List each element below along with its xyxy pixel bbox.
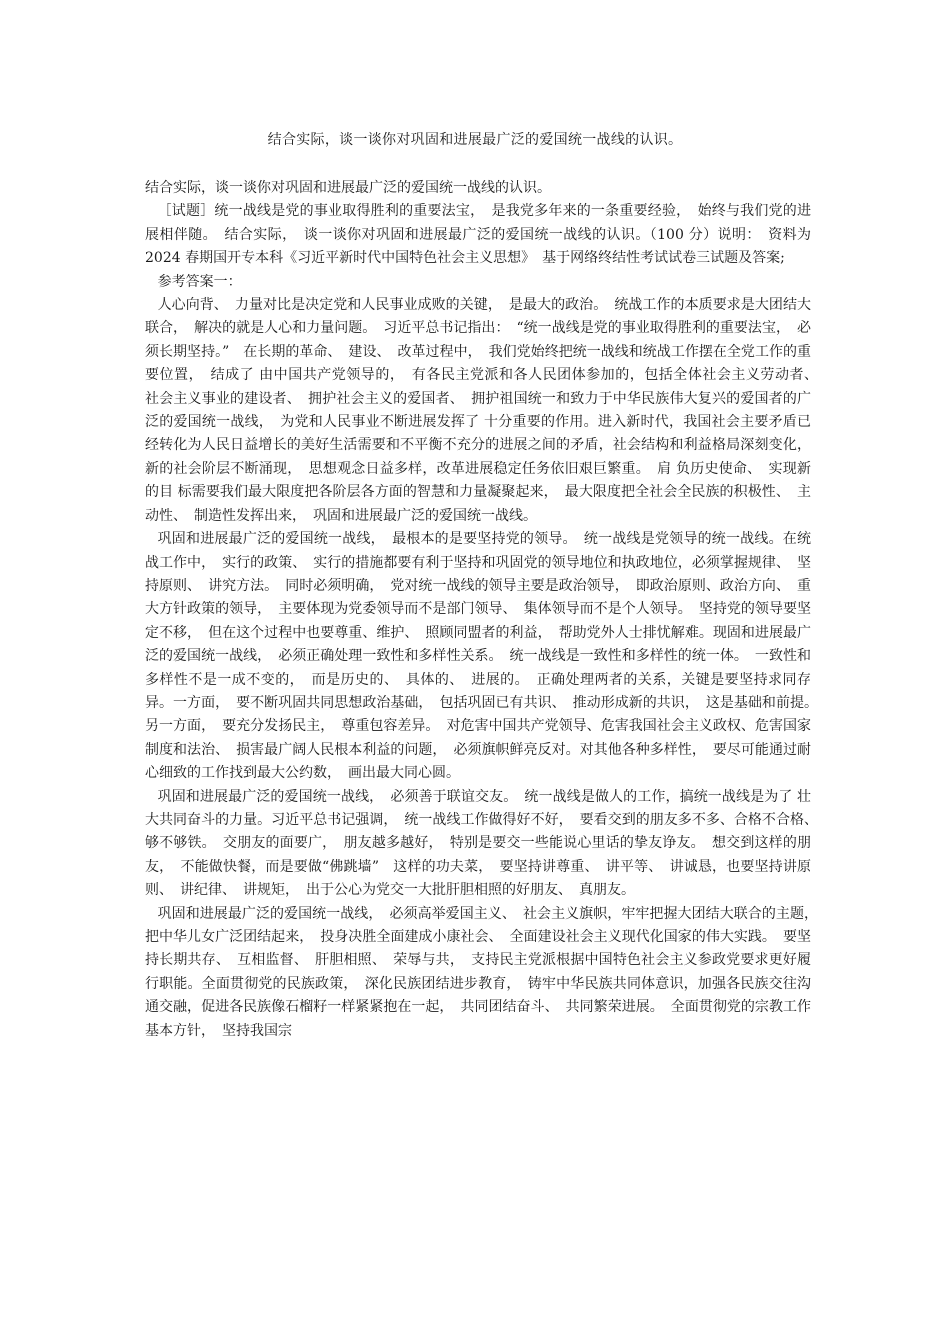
paragraph-body: 巩固和进展最广泛的爱国统一战线， 必须高举爱国主义、 社会主义旗帜，牢牢把握大团结大联合的主题， 把中华儿女广泛团结起来， 投身决胜全面建成小康社会、 全面建设社会主义现代化国家的伟大实践。 要坚持长期共存、 互相监督、 肝胆相照、 荣辱与共， 支持民主党派根据中国特色社会主义参政党要求更好履行职能。全面贯彻党的民族政策， 深化民族团结进步教育， 铸牢中华民族共同体意识，加强各民族交往沟通交融，促进各民族像石榴籽一样紧紧抱在一起， 共同团结奋斗、 共同繁荣进展。 全面贯彻党的宗教工作基本方针， 坚持我国宗 — [145, 905, 825, 1039]
document-title: 结合实际，谈一谈你对巩固和进展最广泛的爱国统一战线的认识。 — [267, 132, 683, 148]
paragraph-answer-label: 参考答案一： — [157, 273, 242, 290]
paragraph-body: 巩固和进展最广泛的爱国统一战线， 最根本的是要坚持党的领导。 统一战线是党领导的统一战线。在统战工作中， 实行的政策、 实行的措施都要有利于坚持和巩固党的领导地位和执政地位，必须掌握规律、 坚持原则、 讲究方法。 同时必须明确， 党对统一战线的领导主要是政治领导， 即政治原则、政治方向、 重大方针政策的领导， 主要体现为党委领导而不是部门领导、 集体领导而不是个人领导。 坚持党的领导要坚定不移， 但在这个过程中也要尊重、维护、 照顾同盟者的利益， 帮助党外人士排忧解难。现固和进展最广泛的爱国统一战线， 必须正确处理一致性和多样性关系。 统一战线是一致性和多样性的统一体。 一致性和多样性不是一成不变的， 而是历史的、 具体的、 进展的。 正确处理两者的关系，关键是要坚持求同存异。一方面， 要不断巩固共同思想政治基础， 包括巩固已有共识、 推动形成新的共识， 这是基础和前提。 另一方面， 要充分发扬民主， 尊重包容差异。 对危害中国共产党领导、危害我国社会主义政权、危害国家制度和法治、 损害最广阔人民根本利益的问题， 必须旗帜鲜亮反对。对其他各种多样性， 要尽可能通过耐心细致的工作找到最大公约数， 画出最大同心圆。 — [145, 531, 825, 782]
paragraph-question-heading: 结合实际，谈一谈你对巩固和进展最广泛的爱国统一战线的认识。 — [145, 180, 551, 196]
paragraph-body: 巩固和进展最广泛的爱国统一战线， 必须善于联谊交友。 统一战线是做人的工作，搞统一战线是为了 壮大共同奋斗的力量。习近平总书记强调， 统一战线工作做得好不好， 要看交到的朋友多不多、合格不合格、 够不够铁。 交朋友的面要广， 朋友越多越好， 特别是要交一些能说心里话的挚友诤友。 想交到这样的朋友， 不能做快餐，而是要做“佛跳墙” 这样的功夫菜， 要坚持讲尊重、 讲平等、 讲诚恳，也要坚持讲原则、 讲纪律、 讲规矩， 出于公心为党交一大批肝胆相照的好朋友、 真朋友。 — [145, 788, 825, 899]
paragraph-body: 人心向背、 力量对比是决定党和人民事业成败的关键， 是最大的政治。 统战工作的本质要求是大团结大联合， 解决的就是人心和力量问题。 习近平总书记指出： “统一战线是党的事业取得胜利的重要法宝， 必须长期坚持。” 在长期的革命、 建设、 改革过程中， 我们党始终把统一战线和统战工作摆在全党工作的重要位置， 结成了 由中国共产党领导的， 有各民主党派和各人民团体参加的，包括全体社会主义劳动者、 社会主义事业的建设者、 拥护社会主义的爱国者、 拥护祖国统一和致力于中华民族伟大复兴的爱国者的广泛的爱国统一战线， 为党和人民事业不断进展发挥了 十分重要的作用。进入新时代，我国社会主要矛盾已经转化为人民日益增长的美好生活需要和不平衡不充分的进展之间的矛盾，社会结构和利益格局深刻变化，新的社会阶层不断涌现， 思想观念日益多样，改革进展稳定任务依旧艰巨繁重。 肩 负历史使命、 实现新的目 标需要我们最大限度把各阶层各方面的智慧和力量凝聚起来， 最大限度把全社会全民族的积极性、 主动性、 制造性发挥出来， 巩固和进展最广泛的爱国统一战线。 — [145, 297, 825, 524]
document-body — [145, 177, 825, 1043]
paragraph-question-detail: ［试题］统一战线是党的事业取得胜利的重要法宝， 是我党多年来的一条重要经验， 始终与我们党的进展相伴随。 结合实际， 谈一谈你对巩固和进展最广泛的爱国统一战线的认识。（100 分）说明： 资料为 2024 春期国开专本科《习近平新时代中国特色社会主义思想》 基于网络终结性考试试卷三试题及答案; — [145, 203, 811, 267]
